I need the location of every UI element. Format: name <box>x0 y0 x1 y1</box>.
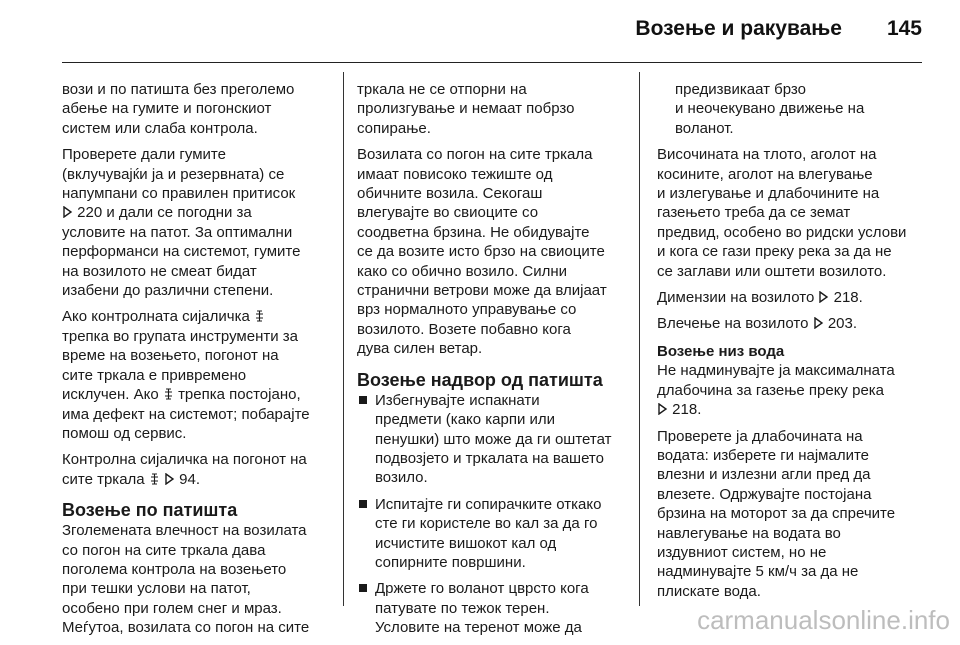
text-line: влегувајте во свиоците со <box>357 204 539 222</box>
column-1 <box>62 80 338 645</box>
text-line: подвозјето и тркалата на вашето <box>375 449 604 467</box>
section-heading: Возење по патишта <box>62 500 238 521</box>
awd-lamp-icon <box>163 388 174 400</box>
text-line: Држете го воланот цврсто кога <box>375 580 589 598</box>
text-line: влезни и излезни агли пред да <box>657 466 871 484</box>
text-line <box>62 307 338 326</box>
text-line: напумпани со правилен притисок <box>62 185 296 203</box>
bullet-icon <box>359 500 367 508</box>
text-fragment: трепка постојано, <box>178 386 301 404</box>
section-heading: Возење надвор од патишта <box>357 369 603 390</box>
text-line: Зголемената влечност на возилата <box>62 522 307 540</box>
text-fragment: Влечење на возилото <box>657 315 809 333</box>
text-line: издувниот систем, но не <box>657 543 827 561</box>
text-line: имаат повисоко тежиште од <box>357 165 553 183</box>
paragraph <box>62 80 338 138</box>
text-line: изабени до различни степени. <box>62 282 274 300</box>
text-fragment: исклучен. Ако <box>62 386 159 404</box>
text-line: поголема контрола на возењето <box>62 560 287 578</box>
text-line: водата: изберете ги најмалите <box>657 446 870 464</box>
arrow-ref-icon <box>657 403 668 415</box>
paragraph <box>657 427 937 602</box>
text-line: длабочина за газење преку река <box>657 381 885 399</box>
text-line: надминувајте 5 км/ч за да не <box>657 563 859 581</box>
text-line: соодветна брзина. Не обидувајте <box>357 223 590 241</box>
text-line: врз нормалното управување со <box>357 301 577 319</box>
text-line: трепка во групата инструменти за <box>62 327 298 345</box>
text-line: Избегнувајте испакнати <box>375 391 540 409</box>
text-line: со погон на сите тркала дава <box>62 541 266 559</box>
page-number: 145 <box>886 17 922 40</box>
text-line: пролизгување и немаат побрзо <box>357 100 575 118</box>
column-3 <box>657 80 937 608</box>
text-line: возилото. Возете побавно кога <box>357 320 571 338</box>
text-fragment: Димензии на возилото <box>657 289 815 307</box>
text-line: помош од сервис. <box>62 424 187 442</box>
paragraph <box>357 80 633 138</box>
text-line: Височината на тлото, аголот на <box>657 146 877 164</box>
text-line <box>62 203 338 222</box>
text-fragment: 203. <box>827 315 858 333</box>
text-line: се да возите исто брзо на свиоците <box>357 243 605 261</box>
text-line: плискате вода. <box>657 582 761 600</box>
paragraph <box>62 307 338 443</box>
text-line: Проверете ја длабочината на <box>657 427 863 445</box>
text-line: брзина на моторот за да спречите <box>657 505 896 523</box>
paragraph <box>357 145 633 358</box>
text-line: на возилото не смеат бидат <box>62 262 257 280</box>
text-line <box>657 314 937 333</box>
text-line: систем или слаба контрола. <box>62 119 258 137</box>
paragraph <box>657 361 937 419</box>
text-line: (вклучувајќи ја и резервната) се <box>62 165 285 183</box>
text-line: обичните возила. Секогаш <box>357 185 543 203</box>
awd-lamp-icon <box>254 310 265 322</box>
text-line: тркала не се отпорни на <box>357 81 527 98</box>
page-title: Возење и ракување <box>635 17 842 40</box>
text-line: време на возењето, погонот на <box>62 347 279 365</box>
text-line: Условите на теренот може да <box>375 619 582 637</box>
text-line: предвид, особено во ридски услови <box>657 223 907 241</box>
paragraph <box>657 145 937 281</box>
text-line: влезете. Одржувајте постојана <box>657 485 872 503</box>
arrow-ref-icon <box>818 291 829 303</box>
text-line <box>657 400 937 419</box>
text-line: и излегување и длабочините на <box>657 185 880 203</box>
column-2 <box>357 80 633 645</box>
text-line: сопирните површини. <box>375 553 526 571</box>
text-fragment: 218. <box>672 401 702 419</box>
arrow-ref-icon <box>813 317 824 329</box>
text-line: предизвикаат брзо <box>675 81 806 98</box>
text-line: и неочекувано движење на <box>675 100 865 118</box>
text-line: Испитајте ги сопирачките откако <box>375 495 602 513</box>
list-item <box>357 579 633 637</box>
text-fragment: Ако контролната сијаличка <box>62 308 250 326</box>
text-line: има дефект на системот; побарајте <box>62 405 310 423</box>
text-line: странични ветрови може да влијаат <box>357 282 607 300</box>
text-line <box>62 385 338 404</box>
arrow-ref-icon <box>62 206 73 218</box>
text-line: сите тркала е привремено <box>62 366 247 384</box>
column-divider <box>343 72 344 606</box>
text-line: дува силен ветар. <box>357 340 483 358</box>
paragraph <box>62 450 338 489</box>
text-fragment: 220 и дали се погодни за <box>77 204 252 222</box>
text-line: Проверете дали гумите <box>62 146 226 164</box>
column-divider <box>639 72 640 606</box>
text-line <box>62 470 338 489</box>
arrow-ref-icon <box>164 473 175 485</box>
text-line: Контролна сијаличка на погонот на <box>62 451 307 469</box>
text-line: Меѓутоа, возилата со погон на сите <box>62 619 310 637</box>
paragraph <box>62 521 338 637</box>
text-line: перформанси на системот, гумите <box>62 243 301 261</box>
paragraph <box>657 288 937 307</box>
paragraph <box>657 314 937 333</box>
text-line: предмети (како карпи или <box>375 411 556 429</box>
section-subheading: Возење низ вода <box>657 342 785 360</box>
list-item-continuation <box>657 80 937 138</box>
header-divider <box>62 62 922 63</box>
text-fragment: 94. <box>179 470 201 488</box>
text-line: особено при голем снег и мраз. <box>62 599 282 617</box>
watermark: carmanualsonline.info <box>697 605 950 635</box>
text-line: како со обично возило. Силни <box>357 262 568 280</box>
text-line: газењето треба да се земат <box>657 204 851 222</box>
list-item <box>357 495 633 573</box>
text-line: сте ги користеле во кал за да го <box>375 515 598 533</box>
awd-lamp-icon <box>149 473 160 485</box>
text-line: условите на патот. За оптимални <box>62 223 293 241</box>
text-line: Возилата со погон на сите тркала <box>357 146 593 164</box>
page-header <box>0 0 960 64</box>
text-line: се заглави или оштети возилото. <box>657 262 887 280</box>
text-line: сопирање. <box>357 119 431 137</box>
text-line: косините, аголот на влегување <box>657 165 873 183</box>
text-fragment: сите тркала <box>62 470 145 488</box>
text-line: и кога се гази преку река за да не <box>657 243 892 261</box>
text-line: пенушки) што може да ги оштетат <box>375 430 612 448</box>
text-fragment: 218. <box>833 289 863 307</box>
text-line: вози и по патишта без преголемо <box>62 81 295 98</box>
list-item <box>357 391 633 488</box>
bullet-icon <box>359 396 367 404</box>
text-line <box>657 288 937 307</box>
text-line: воланот. <box>675 119 734 137</box>
text-line: возило. <box>375 469 428 487</box>
text-line: при тешки услови на патот, <box>62 580 251 598</box>
text-line: навлегување на водата во <box>657 524 841 542</box>
text-line: исчистите вишокот кал од <box>375 534 557 552</box>
text-line: патувате по тежок терен. <box>375 599 550 617</box>
text-line: Не надминувајте ја максималната <box>657 362 895 380</box>
bullet-icon <box>359 584 367 592</box>
paragraph <box>62 145 338 300</box>
text-line: абење на гумите и погонскиот <box>62 100 272 118</box>
